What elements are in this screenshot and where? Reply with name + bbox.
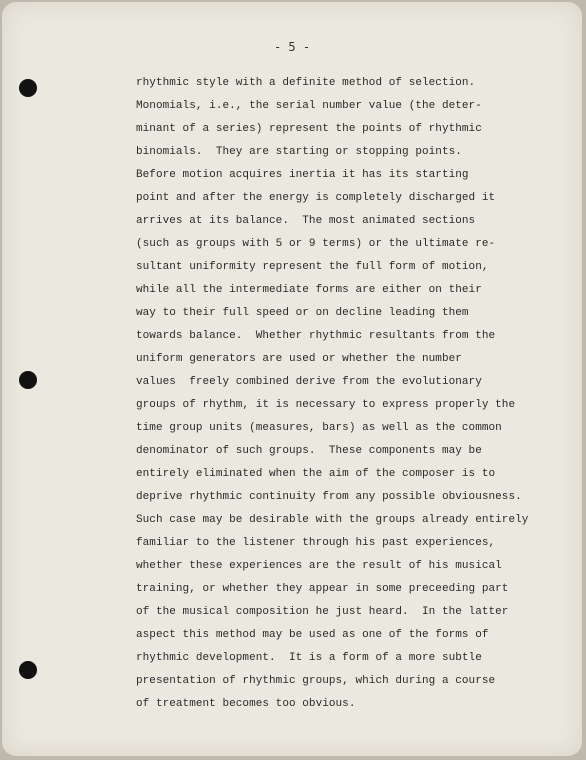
text-line: training, or whether they appear in some preceeding part bbox=[136, 583, 509, 595]
text-line: arrives at its balance. The most animated sections bbox=[136, 215, 476, 227]
text-line: groups of rhythm, it is necessary to express properly the bbox=[136, 399, 516, 411]
text-line: denominator of such groups. These components may be bbox=[136, 445, 482, 457]
text-line: towards balance. Whether rhythmic resultants from the bbox=[136, 330, 496, 342]
text-line: familiar to the listener through his past experiences, bbox=[136, 537, 496, 549]
text-line: (such as groups with 5 or 9 terms) or the ultimate re- bbox=[136, 238, 496, 250]
text-line: whether these experiences are the result of his musical bbox=[136, 560, 502, 572]
text-line: uniform generators are used or whether the number bbox=[136, 353, 462, 365]
text-line: while all the intermediate forms are either on their bbox=[136, 284, 482, 296]
page-number: - 5 - bbox=[273, 40, 311, 54]
text-line: point and after the energy is completely discharged it bbox=[136, 192, 496, 204]
text-line: rhythmic development. It is a form of a more subtle bbox=[136, 652, 482, 664]
binder-hole-bottom bbox=[19, 661, 37, 679]
text-line: entirely eliminated when the aim of the composer is to bbox=[136, 468, 496, 480]
text-line: sultant uniformity represent the full form of motion, bbox=[136, 261, 489, 273]
text-line: way to their full speed or on decline leading them bbox=[136, 307, 469, 319]
text-line: deprive rhythmic continuity from any possible obviousness. bbox=[136, 491, 522, 503]
text-line: Such case may be desirable with the groups already entirely bbox=[136, 514, 529, 526]
body-text bbox=[136, 72, 566, 716]
text-line: aspect this method may be used as one of the forms of bbox=[136, 629, 489, 641]
text-line: of the musical composition he just heard. In the latter bbox=[136, 606, 509, 618]
binder-hole-middle bbox=[19, 371, 37, 389]
binder-hole-top bbox=[19, 79, 37, 97]
text-line: of treatment becomes too obvious. bbox=[136, 698, 356, 710]
text-line: binomials. They are starting or stopping points. bbox=[136, 146, 462, 158]
text-line: presentation of rhythmic groups, which during a course bbox=[136, 675, 496, 687]
typed-page bbox=[2, 2, 582, 756]
text-line: minant of a series) represent the points of rhythmic bbox=[136, 123, 482, 135]
text-line: time group units (measures, bars) as well as the common bbox=[136, 422, 502, 434]
text-line: Before motion acquires inertia it has its starting bbox=[136, 169, 469, 181]
text-line: rhythmic style with a definite method of selection. bbox=[136, 77, 476, 89]
text-line: values freely combined derive from the evolutionary bbox=[136, 376, 482, 388]
text-line: Monomials, i.e., the serial number value (the deter- bbox=[136, 100, 482, 112]
